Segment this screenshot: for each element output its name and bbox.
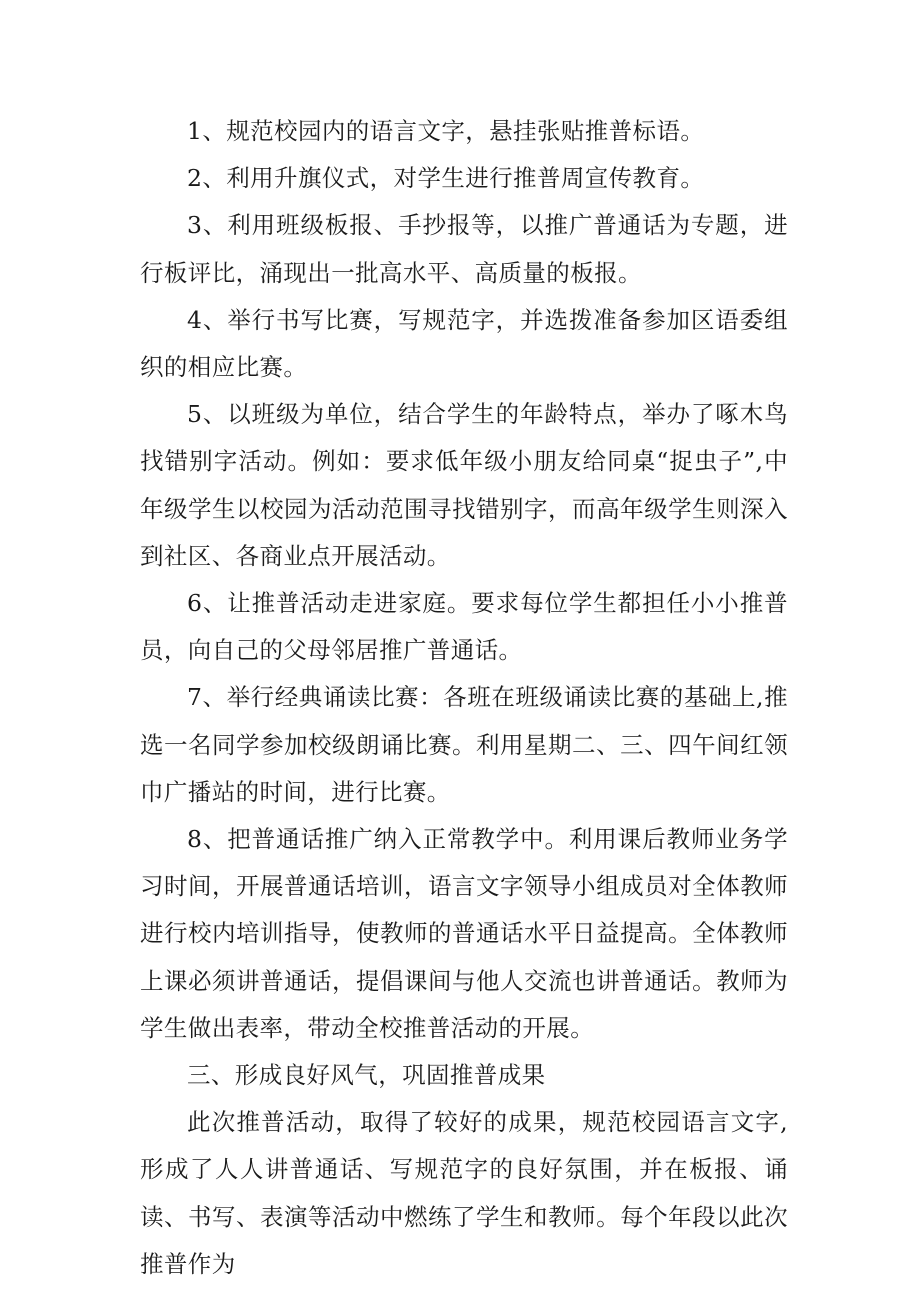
paragraph-1: 1、规范校园内的语言文字，悬挂张贴推普标语。 — [187, 117, 705, 145]
paragraph-3: 3、利用班级板报、手抄报等，以推广普通话为专题，进行板评比，涌现出一批高水平、高质量的板报。 — [140, 211, 788, 287]
paragraph-2: 2、利用升旗仪式，对学生进行推普周宣传教育。 — [187, 164, 705, 193]
paragraph-4: 4、举行书写比赛，写规范字，并选拨准备参加区语委组织的相应比赛。 — [140, 305, 788, 382]
paragraph-6: 6、让推普活动走进家庭。要求每位学生都担任小小推普员，向自己的父母邻居推广普通话。 — [140, 589, 788, 665]
paragraph-7: 7、举行经典诵读比赛：各班在班级诵读比赛的基础上,推选一名同学参加校级朗诵比赛。利用星期二、三、四午间红领巾广播站的时间，进行比赛。 — [140, 683, 788, 806]
paragraph-summary: 此次推普活动，取得了较好的成果，规范校园语言文字,形成了人人讲普通话、写规范字的良好氛围，并在板报、诵读、书写、表演等活动中燃练了学生和教师。每个年段以此次推普作为 — [140, 1108, 788, 1278]
document-body — [140, 108, 788, 1288]
paragraph-8: 8、把普通话推广纳入正常教学中。利用课后教师业务学习时间，开展普通话培训，语言文字领导小组成员对全体教师进行校内培训指导，使教师的普通话水平日益提高。全体教师上课必须讲普通话，提倡课间与他人交流也讲普通话。教师为学生做出表率，带动全校推普活动的开展。 — [140, 825, 788, 1042]
paragraph-5: 5、以班级为单位，结合学生的年龄特点，举办了啄木鸟找错别字活动。例如：要求低年级小朋友给同桌“捉虫子”,中年级学生以校园为活动范围寻找错别字，而高年级学生则深入到社区、各商业点开展活动。 — [140, 400, 788, 570]
section-heading: 三、形成良好风气，巩固推普成果 — [187, 1061, 546, 1090]
